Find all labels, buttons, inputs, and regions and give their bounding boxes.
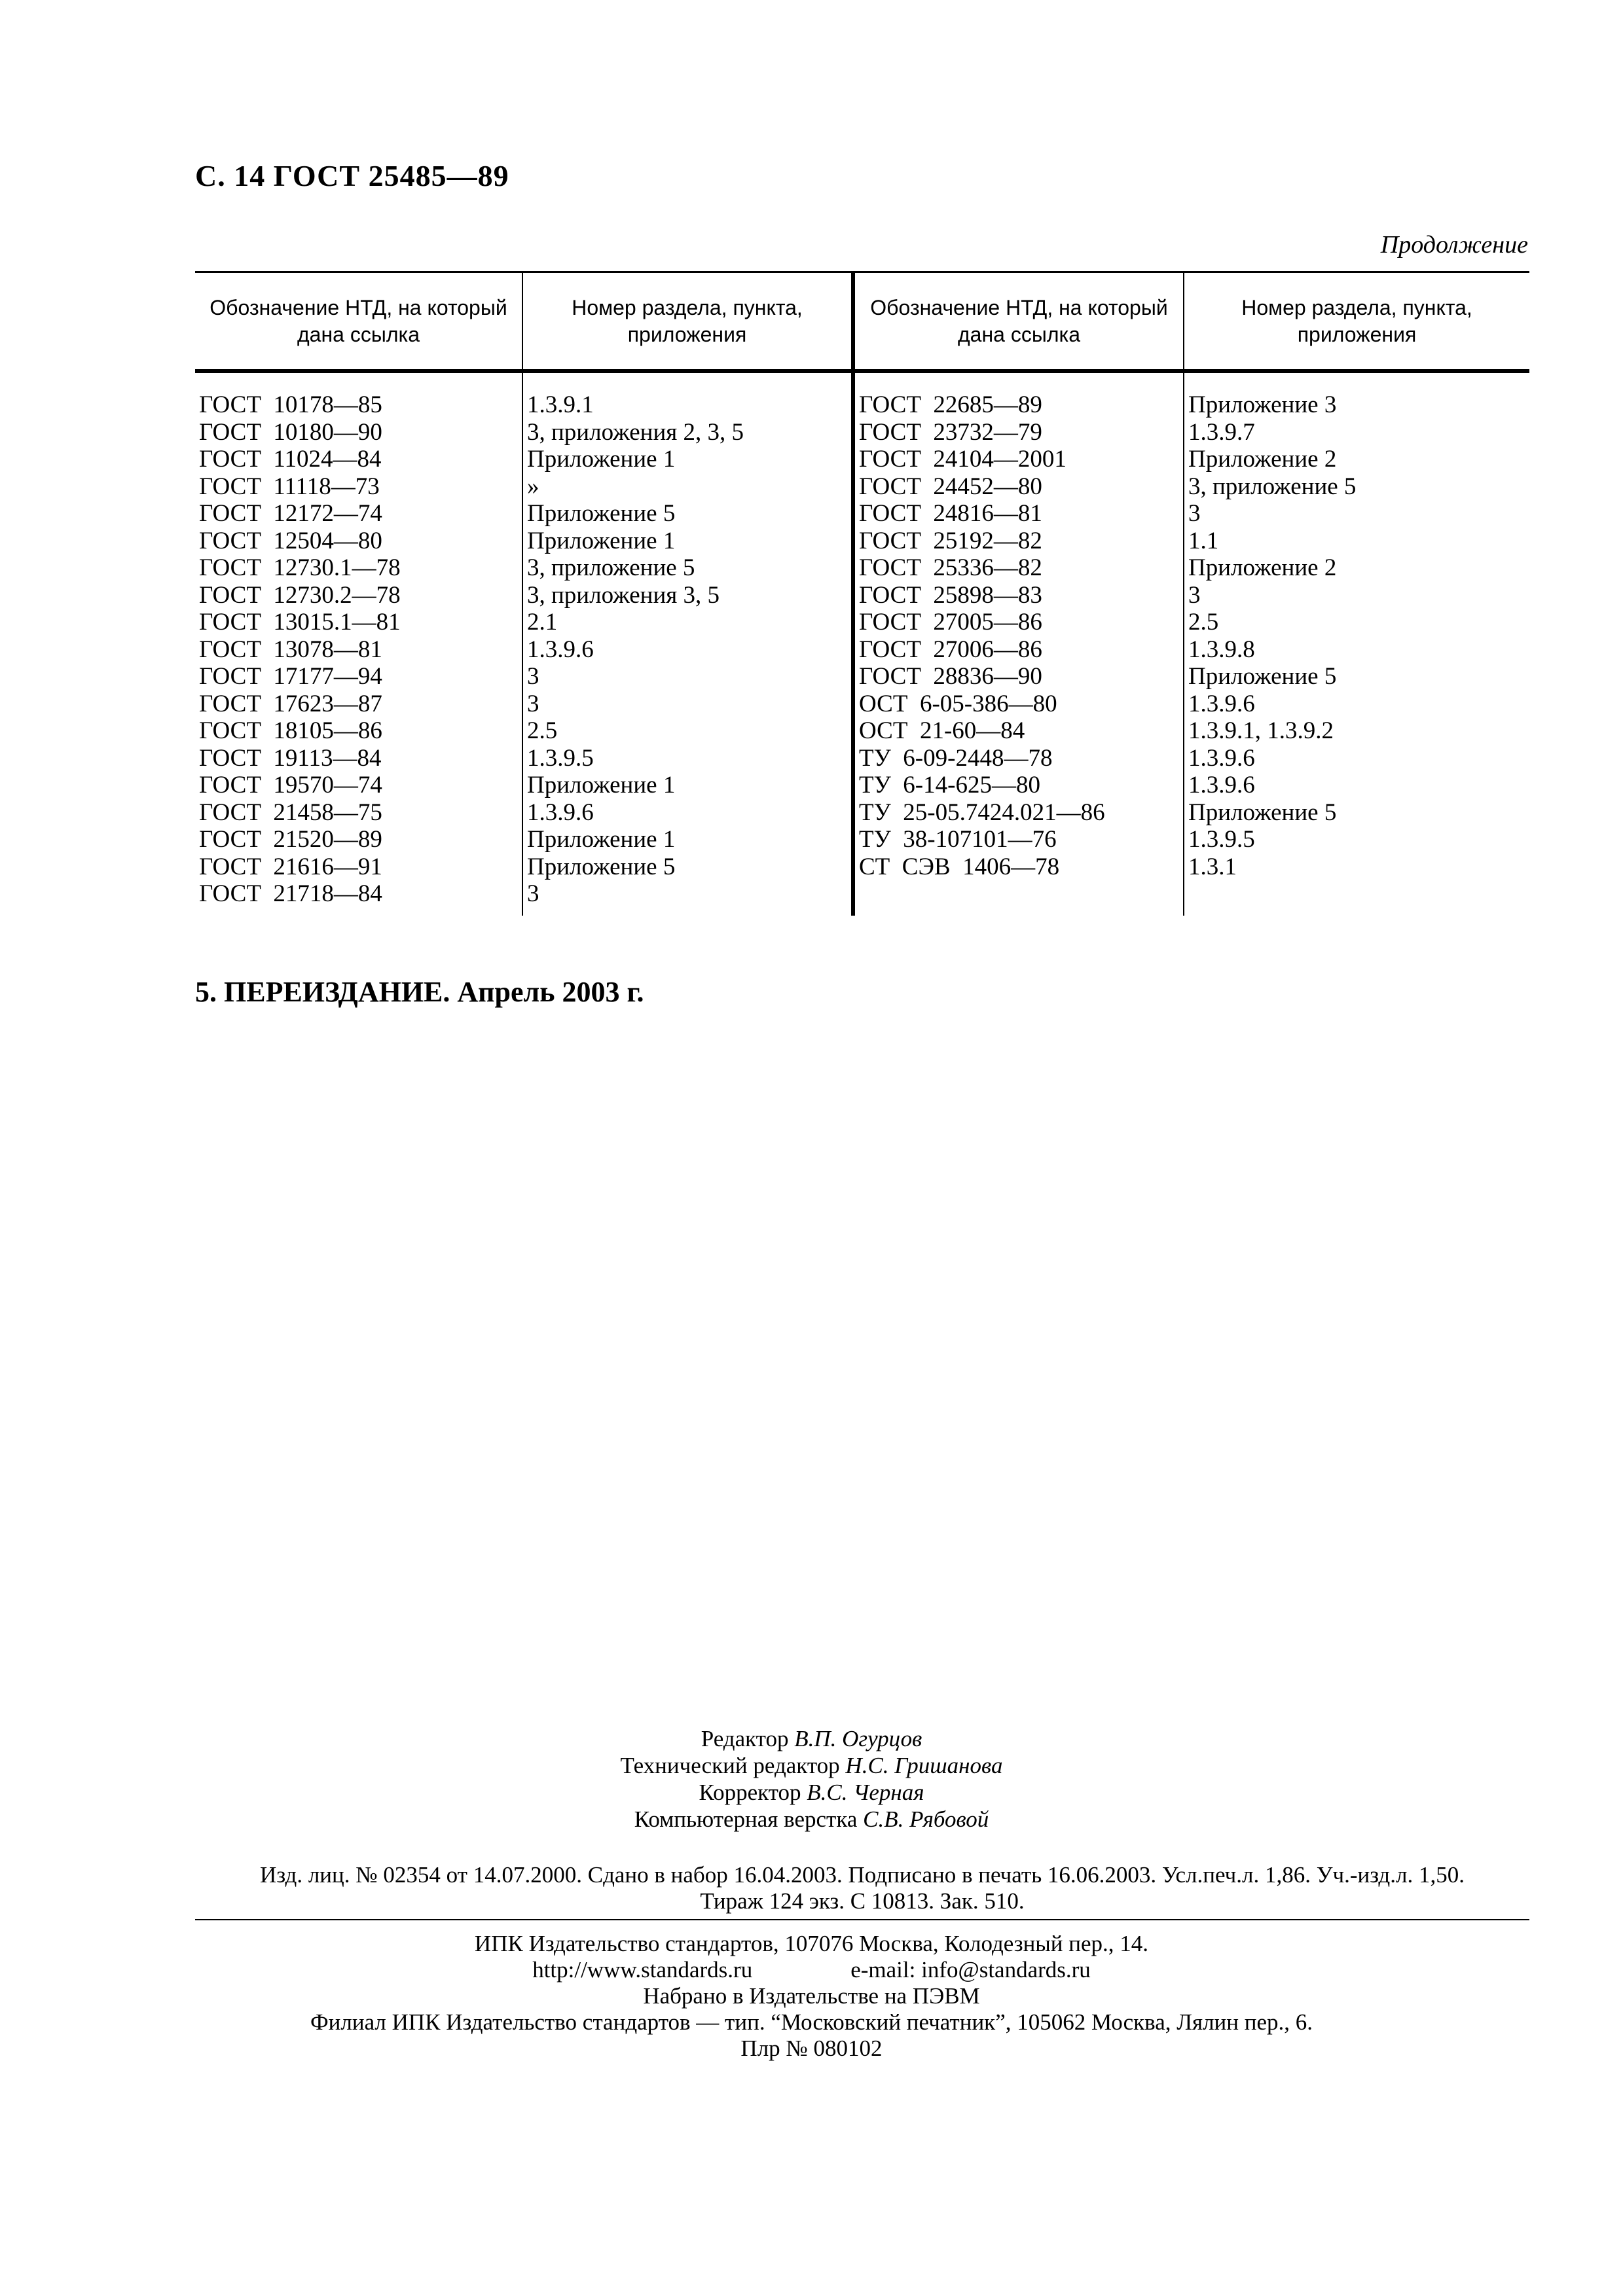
- table-row: [195, 772, 1529, 799]
- table-row: [195, 473, 1529, 501]
- table-row: [195, 636, 1529, 664]
- layout-name: С.В. Рябовой: [863, 1806, 989, 1832]
- reissue-note: 5. ПЕРЕИЗДАНИЕ. Апрель 2003 г.: [195, 976, 644, 1008]
- cell-designation-left: ГОСТ 13015.1—81: [199, 609, 401, 636]
- cell-section-left: Приложение 5: [522, 500, 853, 528]
- cell-designation-right: СТ СЭВ 1406—78: [853, 853, 1184, 881]
- header-designation-right: Обозначение НТД, на который дана ссылка: [853, 272, 1184, 372]
- cell-designation-right: ГОСТ 28836—90: [853, 663, 1184, 691]
- table-row: [195, 528, 1529, 555]
- table-body: [195, 371, 1529, 916]
- editor-role: Редактор: [701, 1726, 789, 1751]
- cell-designation-left: ГОСТ 17623—87: [199, 690, 382, 717]
- cell-designation-right: ГОСТ 23732—79: [853, 419, 1184, 446]
- cell-section-left: 2.1: [522, 609, 853, 636]
- tech-editor-role: Технический редактор: [620, 1753, 840, 1778]
- cell-section-left: 3, приложения 2, 3, 5: [522, 419, 853, 446]
- print-info-line2: Тираж 124 экз. С 10813. Зак. 510.: [700, 1888, 1025, 1914]
- cell-designation-left: ГОСТ 12504—80: [199, 527, 382, 554]
- cell-section-right: 1.3.9.6: [1184, 772, 1529, 799]
- publisher-address: ИПК Издательство стандартов, 107076 Москва, Колодезный пер., 14.: [474, 1931, 1149, 1956]
- header-section-right: Номер раздела, пункта, приложения: [1184, 272, 1529, 372]
- table-header-row: [195, 272, 1529, 372]
- header-designation-left: Обозначение НТД, на который дана ссылка: [195, 272, 522, 372]
- divider: [195, 1919, 1529, 1920]
- cell-designation-right: ГОСТ 25336—82: [853, 554, 1184, 582]
- cell-designation-right: [853, 880, 1184, 916]
- cell-designation-left: ГОСТ 19570—74: [199, 772, 382, 798]
- publisher-url[interactable]: http://www.standards.ru: [532, 1957, 753, 1982]
- cell-section-right: 3: [1184, 500, 1529, 528]
- cell-designation-right: ГОСТ 24104—2001: [853, 446, 1184, 473]
- cell-designation-right: ГОСТ 24452—80: [853, 473, 1184, 501]
- cell-section-right: 1.3.9.6: [1184, 745, 1529, 772]
- references-table: [195, 271, 1529, 916]
- table-row: [195, 446, 1529, 473]
- proofreader-line: [0, 1779, 1623, 1806]
- cell-designation-right: ТУ 6-14-625—80: [853, 772, 1184, 799]
- cell-section-left: 1.3.9.5: [522, 745, 853, 772]
- cell-section-right: 1.3.9.8: [1184, 636, 1529, 664]
- cell-section-left: 3: [522, 663, 853, 691]
- page-header: С. 14 ГОСТ 25485—89: [195, 159, 509, 192]
- cell-section-right: Приложение 2: [1184, 554, 1529, 582]
- tech-editor-name: Н.С. Гришанова: [845, 1753, 1003, 1778]
- cell-section-left: 3, приложение 5: [522, 554, 853, 582]
- header-section-left: Номер раздела, пункта, приложения: [522, 272, 853, 372]
- cell-section-right: 1.3.9.5: [1184, 826, 1529, 853]
- publisher-contacts: [0, 1957, 1623, 1983]
- cell-section-left: Приложение 1: [522, 446, 853, 473]
- cell-designation-left: ГОСТ 19113—84: [199, 744, 382, 772]
- cell-designation-right: ГОСТ 27005—86: [853, 609, 1184, 636]
- cell-designation-right: ТУ 25-05.7424.021—86: [853, 799, 1184, 827]
- cell-designation-left: ГОСТ 21718—84: [199, 880, 382, 907]
- layout-role: Компьютерная верстка: [634, 1806, 858, 1832]
- cell-designation-left: ГОСТ 18105—86: [199, 717, 382, 744]
- cell-section-left: Приложение 1: [522, 772, 853, 799]
- staff-credits: [0, 1725, 1623, 1833]
- table-row: [195, 371, 1529, 419]
- cell-designation-left: ГОСТ 21458—75: [199, 798, 382, 826]
- table-row: [195, 717, 1529, 745]
- cell-section-right: 3: [1184, 582, 1529, 609]
- cell-section-left: Приложение 5: [522, 853, 853, 881]
- cell-section-right: Приложение 2: [1184, 446, 1529, 473]
- publisher-info: [0, 1931, 1623, 2062]
- cell-designation-right: ОСТ 21-60—84: [853, 717, 1184, 745]
- table-row: [195, 691, 1529, 718]
- cell-designation-right: ТУ 6-09-2448—78: [853, 745, 1184, 772]
- cell-designation-right: ГОСТ 25192—82: [853, 528, 1184, 555]
- cell-section-right: 1.3.1: [1184, 853, 1529, 881]
- cell-section-right: 1.3.9.1, 1.3.9.2: [1184, 717, 1529, 745]
- cell-designation-right: ТУ 38-107101—76: [853, 826, 1184, 853]
- table-row: [195, 582, 1529, 609]
- publisher-email[interactable]: e-mail: info@standards.ru: [850, 1957, 1091, 1982]
- cell-section-left: 1.3.9.6: [522, 636, 853, 664]
- continuation-label: Продолжение: [1380, 231, 1528, 259]
- cell-section-right: Приложение 5: [1184, 663, 1529, 691]
- cell-designation-left: ГОСТ 21616—91: [199, 853, 382, 880]
- cell-designation-left: ГОСТ 11118—73: [199, 473, 380, 500]
- cell-section-right: 1.3.9.7: [1184, 419, 1529, 446]
- cell-designation-left: ГОСТ 17177—94: [199, 663, 382, 690]
- table-row: [195, 419, 1529, 446]
- cell-designation-left: ГОСТ 12730.1—78: [199, 554, 401, 581]
- cell-designation-right: ГОСТ 25898—83: [853, 582, 1184, 609]
- cell-designation-right: ГОСТ 22685—89: [853, 371, 1184, 419]
- table-row: [195, 554, 1529, 582]
- cell-section-right: Приложение 5: [1184, 799, 1529, 827]
- cell-section-left: 1.3.9.6: [522, 799, 853, 827]
- table-row: [195, 880, 1529, 916]
- cell-section-left: Приложение 1: [522, 826, 853, 853]
- table-row: [195, 745, 1529, 772]
- cell-section-right: Приложение 3: [1184, 371, 1529, 419]
- publisher-license: Плр № 080102: [740, 2036, 883, 2061]
- cell-section-left: »: [522, 473, 853, 501]
- cell-section-right: 3, приложение 5: [1184, 473, 1529, 501]
- cell-designation-left: ГОСТ 12172—74: [199, 500, 382, 527]
- editor-name: В.П. Огурцов: [794, 1726, 922, 1751]
- cell-designation-right: ОСТ 6-05-386—80: [853, 691, 1184, 718]
- cell-section-left: 1.3.9.1: [522, 371, 853, 419]
- cell-section-left: 3, приложения 3, 5: [522, 582, 853, 609]
- table-row: [195, 799, 1529, 827]
- table-row: [195, 500, 1529, 528]
- proofreader-role: Корректор: [699, 1780, 801, 1805]
- print-info-line1: Изд. лиц. № 02354 от 14.07.2000. Сдано в набор 16.04.2003. Подписано в печать 16.06.2003. Усл.печ.л. 1,86. Уч.-изд.л. 1,50.: [260, 1862, 1465, 1888]
- table-row: [195, 826, 1529, 853]
- tech-editor-line: [0, 1752, 1623, 1779]
- publisher-typeset: Набрано в Издательстве на ПЭВМ: [643, 1983, 980, 2009]
- cell-section-right: 1.3.9.6: [1184, 691, 1529, 718]
- editor-line: [0, 1725, 1623, 1752]
- cell-designation-left: ГОСТ 12730.2—78: [199, 581, 401, 609]
- cell-designation-right: ГОСТ 27006—86: [853, 636, 1184, 664]
- table-row: [195, 609, 1529, 636]
- cell-designation-left: ГОСТ 10180—90: [199, 418, 382, 446]
- cell-section-left: 3: [522, 880, 853, 916]
- cell-designation-left: ГОСТ 21520—89: [199, 826, 382, 853]
- layout-line: [0, 1806, 1623, 1833]
- proofreader-name: В.С. Черная: [807, 1780, 924, 1805]
- cell-designation-left: ГОСТ 11024—84: [199, 446, 382, 473]
- table-row: [195, 663, 1529, 691]
- cell-section-right: 1.1: [1184, 528, 1529, 555]
- cell-section-left: 2.5: [522, 717, 853, 745]
- publisher-branch: Филиал ИПК Издательство стандартов — тип. “Московский печатник”, 105062 Москва, Лялин пер., 6.: [310, 2009, 1313, 2035]
- cell-section-right: [1184, 880, 1529, 916]
- cell-section-left: 3: [522, 691, 853, 718]
- cell-section-right: 2.5: [1184, 609, 1529, 636]
- table-row: [195, 853, 1529, 881]
- cell-designation-left: ГОСТ 10178—85: [199, 391, 382, 418]
- cell-designation-right: ГОСТ 24816—81: [853, 500, 1184, 528]
- cell-designation-left: ГОСТ 13078—81: [199, 636, 382, 663]
- cell-section-left: Приложение 1: [522, 528, 853, 555]
- print-info: [195, 1862, 1529, 1914]
